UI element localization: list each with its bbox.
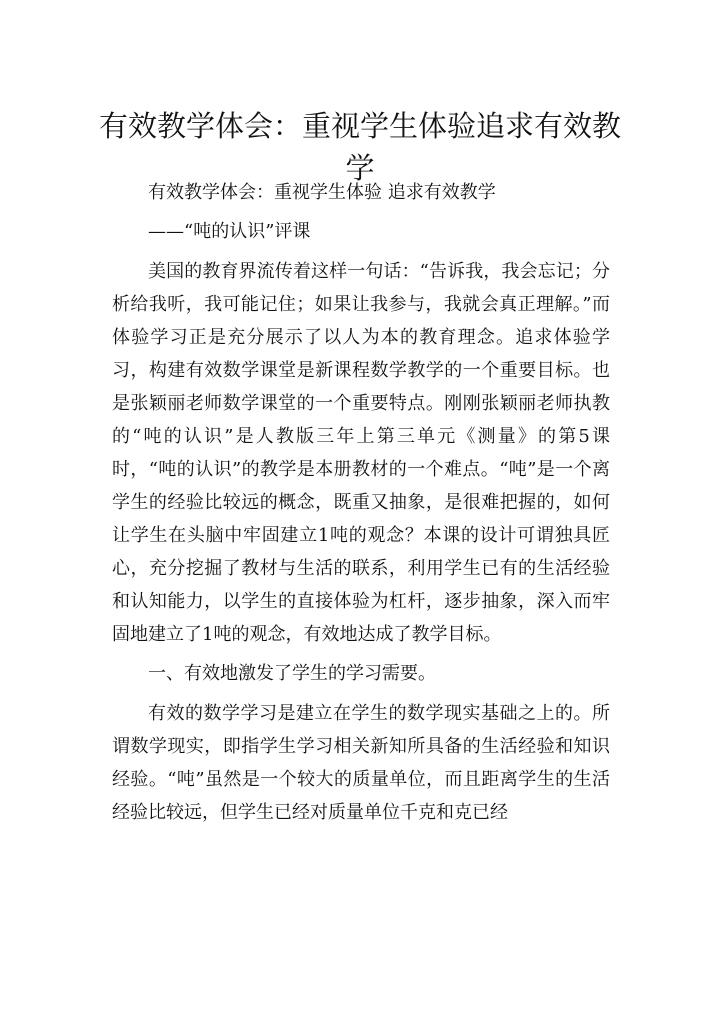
paragraph-review-caption: ——“吨的认识”评课: [148, 221, 311, 243]
document-title: 有效教学体会：重视学生体验追求有效教学: [98, 109, 621, 186]
document-body: [112, 176, 610, 835]
paragraph-intro: 美国的教育界流传着这样一句话：“告诉我，我会忘记；分析给我听，我可能记住；如果让我参与，我就会真正理解。”而体验学习正是充分展示了以人为本的教育理念。追求体验学习，构建有效数学课堂是新课程数学教学的一个重要目标。也是张颖丽老师数学课堂的一个重要特点。刚刚张颖丽老师执教的“吨的认识”是人教版三年上第三单元《测量》的第5课时，“吨的认识”的教学是本册教材的一个难点。“吨”是一个离学生的经验比较远的概念，既重又抽象，是很难把握的，如何让学生在头脑中牢固建立1吨的观念？本课的设计可谓独具匠心，充分挖掘了教材与生活的联系，利用学生已有的生活经验和认知能力，以学生的直接体验为杠杆，逐步抽象，深入而牢固地建立了1吨的观念，有效地达成了教学目标。: [112, 260, 610, 645]
paragraph-section-body: 有效的数学学习是建立在学生的数学现实基础之上的。所谓数学现实，即指学生学习相关新知所具备的生活经验和知识经验。“吨”虽然是一个较大的质量单位，而且距离学生的生活经验比较远，但学生已经对质量单位千克和克已经: [112, 702, 610, 823]
paragraph-section-heading: 一、有效地激发了学生的学习需要。: [148, 663, 436, 685]
paragraph-subtitle: 有效教学体会：重视学生体验 追求有效教学: [148, 182, 496, 203]
